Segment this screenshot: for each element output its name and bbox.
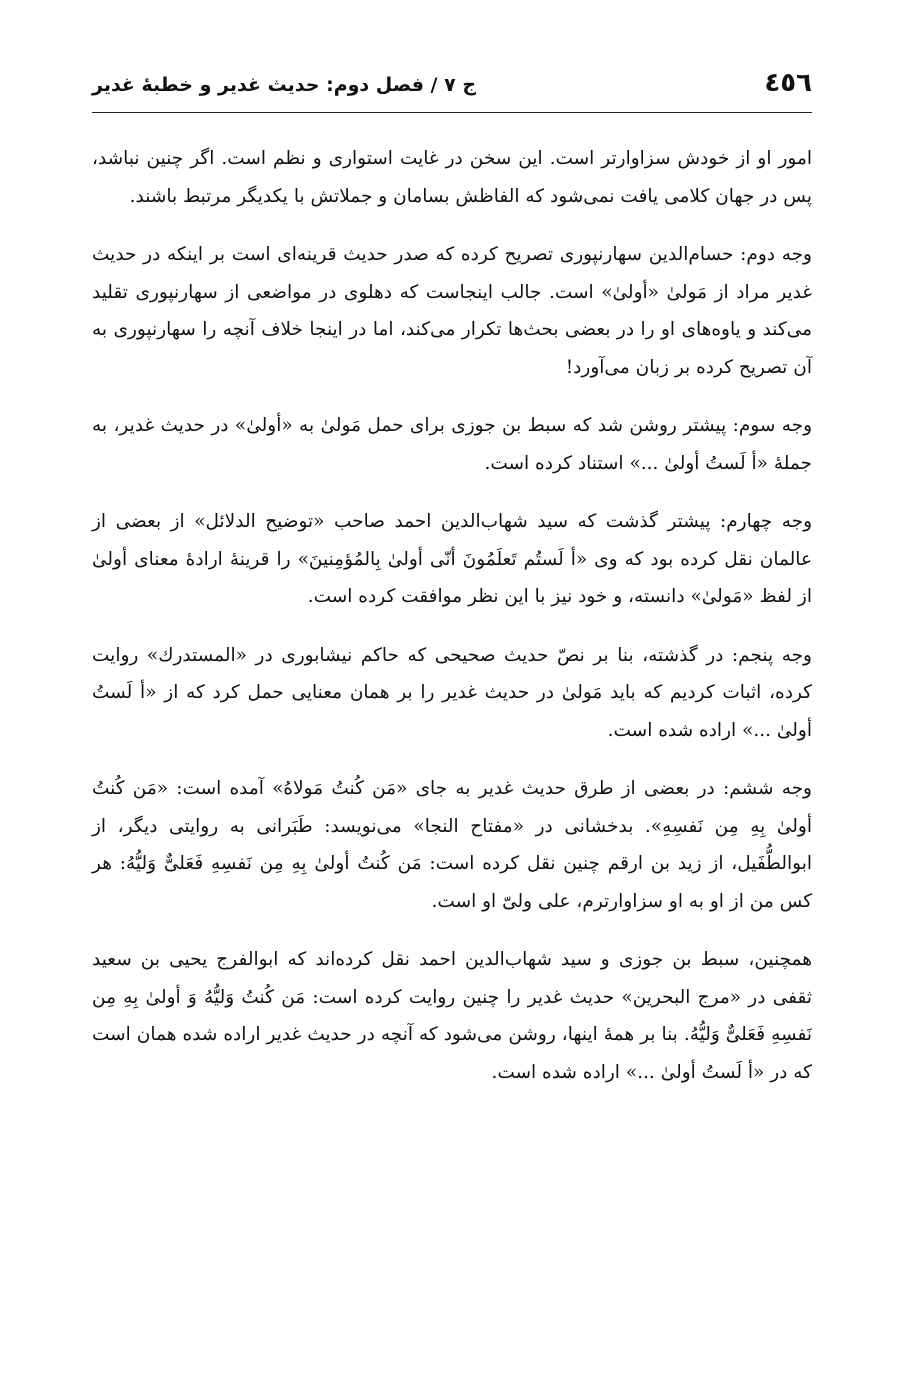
- paragraph-fourth-reason: وجه چهارم: پیشتر گذشت که سید شهاب‌الدین احمد صاحب «توضیح الدلائل» از بعضی از عالمان نقل کرده بود که وی «أ لَستُم تَعلَمُونَ أنّی أولیٰ بِالمُؤمِنینَ» را قرینهٔ ارادهٔ معنای أولیٰ از لفظ «مَولیٰ» دانسته، و خود نیز با این نظر موافقت کرده است.: [92, 511, 812, 607]
- paragraph-third-reason: وجه سوم: پیشتر روشن شد که سبط بن جوزی برای حمل مَولیٰ به «أولیٰ» در حدیث غدیر، به جملهٔ «أ لَستُ أولیٰ ...» استناد کرده است.: [92, 415, 812, 474]
- paragraph-fifth-reason: وجه پنجم: در گذشته، بنا بر نصّ حدیث صحیحی که حاکم نیشابوری در «المستدرك» روایت کرده، اثبات کردیم که باید مَولیٰ در حدیث غدیر را بر همان معنایی حمل کرد که از «أ لَستُ أولیٰ ...» اراده شده است.: [92, 644, 812, 741]
- page-header: [92, 64, 812, 113]
- paragraph-conclusion: همچنین، سبط بن جوزی و سید شهاب‌الدین احمد نقل کرده‌اند که ابوالفرج یحیی بن سعید ثقفی در «مرج البحرین» حدیث غدیر را چنین روایت کرده است: مَن کُنتُ وَلیُّهُ وَ أولیٰ بِهِ مِن نَفسِهِ فَعَلیٌّ وَلیُّهُ. بنا بر همهٔ اینها، روشن می‌شود که آنچه در حدیث غدیر اراده شده همان است که در «أ لَستُ أولیٰ ...» اراده شده است.: [92, 949, 812, 1083]
- paragraph-sixth-reason: وجه ششم: در بعضی از طرق حدیث غدیر به جای «مَن کُنتُ مَولاهُ» آمده است: «مَن کُنتُ أولیٰ بِهِ مِن نَفسِهِ». بدخشانی در «مفتاح النجا» می‌نویسد: طَبَرانی به روایتی دیگر، از ابوالطُّفَیل، از زید بن ارقم چنین نقل کرده است: مَن کُنتُ أولیٰ بِهِ مِن نَفسِهِ فَعَلیٌّ وَلیُّهُ: هر کس من از او به او سزاوارترم، علی ولیّ او است.: [92, 778, 812, 912]
- body-text: [92, 140, 812, 1112]
- running-head: ج ٧ / فصل دوم: حدیث غدیر و خطبهٔ غدیر: [92, 74, 477, 96]
- page-number: ٤٥٦: [764, 68, 812, 98]
- paragraph-intro: امور او از خودش سزاوارتر است. این سخن در غایت استواری و نظم است. اگر چنین نباشد، پس در جهان کلامی یافت نمی‌شود که الفاظش بسامان و جملاتش با یکدیگر مرتبط باشند.: [92, 148, 812, 207]
- paragraph-second-reason: وجه دوم: حسام‌الدین سهارنپوری تصریح کرده که صدر حدیث قرینه‌ای است بر اینکه در حدیث غدیر مراد از مَولیٰ «أولیٰ» است. جالب اینجاست که دهلوی در مواضعی از سهارنپوری تقلید می‌کند و یاوه‌های او را در بعضی بحث‌ها تکرار می‌کند، اما در اینجا خلاف آنچه را سهارنپوری به آن تصریح کرده بر زبان می‌آورد!: [92, 244, 812, 378]
